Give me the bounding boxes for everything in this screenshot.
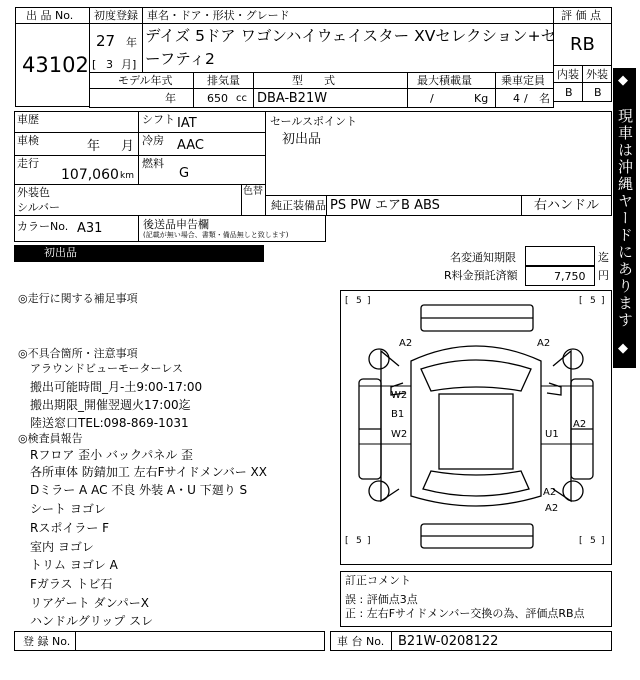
inspection-year: 年 xyxy=(87,139,101,154)
deadline-label: 名変通知期限 xyxy=(450,251,516,264)
first-listing-text: 初出品 xyxy=(44,246,77,259)
interior-grade-cell xyxy=(553,82,583,102)
defect-line: 陸送窓口TEL:098-869-1031 xyxy=(30,416,189,430)
banner-text: 現車は沖縄ヤードにあります xyxy=(616,108,634,329)
max-load-cell xyxy=(407,88,496,108)
chassis-value: B21W-0208122 xyxy=(398,634,499,649)
name-line1: デイズ 5ドア ワゴンハイウェイスター XVセレクション+セ xyxy=(145,27,557,45)
corner-bracket-br-close: ] xyxy=(601,536,605,546)
reg-month: 3 xyxy=(106,58,113,71)
first-reg-label: 初度登録 xyxy=(94,9,138,22)
color-label: 外装色 xyxy=(17,186,50,199)
history-label: 車歴 xyxy=(17,113,39,126)
fee-label: R料金預託済額 xyxy=(444,269,518,282)
inspection-month: 月 xyxy=(121,139,135,154)
defect-line: アラウンドビューモーターレス xyxy=(30,362,184,375)
fuel-value: G xyxy=(179,166,190,181)
roof-shape xyxy=(439,394,513,469)
reg-month-close: 月] xyxy=(121,58,137,71)
aircon-label: 冷房 xyxy=(142,134,164,147)
displacement: 650 xyxy=(207,92,228,105)
model-year-cell xyxy=(89,88,194,108)
mirror-right xyxy=(547,383,561,395)
max-load-label: 最大積載量 xyxy=(417,74,472,87)
name-cell xyxy=(142,23,557,73)
shift-value: IAT xyxy=(177,116,197,131)
corner-mark-br: 5 xyxy=(590,536,596,546)
corner-mark-tl: 5 xyxy=(356,296,362,306)
sales-label: セールスポイント xyxy=(270,115,358,128)
driving-title: ◎走行に関する補足事項 xyxy=(18,292,138,305)
name-label-cell xyxy=(142,7,554,24)
inspector-line: 各所車体 防錆加工 左右Fサイドメンバー XX xyxy=(30,465,267,479)
equipment-value: PS PW エアB ABS xyxy=(330,198,440,213)
exterior-label-cell xyxy=(582,65,612,83)
max-load-label-cell xyxy=(407,72,496,89)
fee-unit: 円 xyxy=(598,269,609,282)
chassis-cell xyxy=(391,631,612,651)
color-value: シルバー xyxy=(17,201,60,214)
history-cell xyxy=(14,111,139,133)
mileage-value: 107,060 xyxy=(61,167,119,183)
corner-bracket-bl-open: [ xyxy=(345,536,349,546)
color-code-cell xyxy=(241,184,266,216)
exterior-label: 外装 xyxy=(586,68,608,81)
max-load-unit: Kg xyxy=(474,92,489,105)
sales-value: 初出品 xyxy=(282,132,322,147)
name-label: 車名・ドア・形状・グレード xyxy=(147,9,290,22)
exterior-grade-cell xyxy=(582,82,612,102)
score-label-cell xyxy=(553,7,612,24)
windshield-shape xyxy=(421,360,531,391)
damage-mark: A2 xyxy=(399,338,413,349)
mileage-cell xyxy=(14,155,139,185)
banner-top-mark: ◆ xyxy=(618,73,628,88)
handle-value: 右ハンドル xyxy=(534,198,600,213)
correction-box xyxy=(340,571,612,627)
displacement-unit: cc xyxy=(236,93,247,104)
wheel-rl xyxy=(369,481,389,501)
inspector-line: リアゲート ダンパーX xyxy=(30,596,149,610)
capacity-label-cell xyxy=(495,72,554,89)
capacity-unit: 名 xyxy=(539,92,550,105)
displacement-cell xyxy=(193,88,254,108)
damage-mark: A2 xyxy=(545,503,559,514)
model-year-label: モデル年式 xyxy=(118,74,173,87)
deadline-unit: 迄 xyxy=(598,251,609,264)
equipment-cell xyxy=(326,195,522,216)
chassis-label: 車 台 No. xyxy=(337,635,385,648)
rear-glass-shape xyxy=(423,471,529,496)
model-year-unit: 年 xyxy=(165,92,176,105)
damage-mark: A2 xyxy=(543,487,557,498)
fuel-cell xyxy=(138,155,266,185)
reg-year-unit: 年 xyxy=(126,36,137,49)
lot-no: 43102 xyxy=(22,53,89,77)
fuel-label: 燃料 xyxy=(142,157,164,170)
correction-line1: 誤 : 評価点3点 xyxy=(345,593,418,606)
shift-cell xyxy=(138,111,266,133)
inspection-label: 車検 xyxy=(17,134,39,147)
reg-year: 27 xyxy=(96,32,116,50)
interior-grade: B xyxy=(565,86,573,99)
inspector-line: Dミラー A AC 不良 外装 A・U 下廻り S xyxy=(30,483,248,497)
deadline-cell xyxy=(525,246,595,266)
chassis-label-cell xyxy=(330,631,392,651)
type-value: DBA-B21W xyxy=(257,91,328,106)
corner-bracket-br-open: [ xyxy=(579,536,583,546)
first-reg-cell xyxy=(89,23,143,73)
corner-mark-bl: 5 xyxy=(356,536,362,546)
shift-label: シフト xyxy=(142,113,175,126)
corner-bracket-tr-open: [ xyxy=(579,296,583,306)
equipment-label-cell xyxy=(265,195,327,216)
lot-no-cell xyxy=(15,23,90,107)
defect-line: 搬出可能時間_月-土9:00-17:00 xyxy=(30,380,203,394)
score-cell xyxy=(553,23,612,66)
color-no-cell xyxy=(14,215,139,242)
inspector-line: シート ヨゴレ xyxy=(30,502,106,516)
color-code-label: 色替 xyxy=(243,186,263,197)
corner-bracket-tl-close: ] xyxy=(367,296,371,306)
interior-label: 内装 xyxy=(557,68,579,81)
damage-mark: W2 xyxy=(391,390,408,401)
fee-cell xyxy=(525,266,595,286)
inspection-cell xyxy=(14,132,139,156)
model-year-label-cell xyxy=(89,72,194,89)
type-label-cell xyxy=(253,72,408,89)
inspector-line: ハンドルグリップ スレ xyxy=(30,614,154,628)
defect-line: 搬出期限_開催翌週火17:00迄 xyxy=(30,398,191,412)
wheel-fr xyxy=(563,349,583,369)
type-label: 型 式 xyxy=(292,74,335,87)
mileage-unit: km xyxy=(120,171,134,181)
side-banner xyxy=(613,68,636,368)
score-label: 評 価 点 xyxy=(561,9,601,22)
type-cell xyxy=(253,88,408,108)
docs-note: (記載が無い場合、書類・備品無しと致します) xyxy=(143,231,289,239)
displacement-label: 排気量 xyxy=(207,74,240,87)
mileage-label: 走行 xyxy=(17,157,39,170)
inspector-line: Rスポイラー F xyxy=(30,521,110,535)
lot-no-label: 出 品 No. xyxy=(26,9,74,22)
damage-mark: U1 xyxy=(545,429,559,440)
name-line2: ーフティ2 xyxy=(145,50,215,68)
equipment-label: 純正装備品 xyxy=(271,199,326,212)
body-top-view xyxy=(411,346,541,506)
aircon-value: AAC xyxy=(177,138,204,153)
reg-month-open: [ xyxy=(92,58,97,71)
lot-no-label-cell xyxy=(15,7,90,24)
correction-line2: 正 : 左右Fサイドメンバー交換の為、評価点RB点 xyxy=(345,607,585,620)
max-load-slash: / xyxy=(430,92,434,105)
damage-mark: A2 xyxy=(573,419,587,430)
left-body-outline xyxy=(381,351,399,501)
corner-bracket-bl-close: ] xyxy=(367,536,371,546)
sales-cell xyxy=(265,111,612,196)
damage-mark: A2 xyxy=(537,338,551,349)
inspector-line: Fガラス トビ石 xyxy=(30,577,113,591)
capacity-cell xyxy=(495,88,554,108)
right-body-outline xyxy=(553,351,571,501)
wheel-rr xyxy=(563,481,583,501)
score-value: RB xyxy=(570,34,595,55)
capacity-slash: / xyxy=(524,92,528,105)
damage-mark: B1 xyxy=(391,409,405,420)
exterior-grade: B xyxy=(594,86,602,99)
color-cell xyxy=(14,184,242,216)
inspector-line: 室内 ヨゴレ xyxy=(30,540,94,554)
color-no-label: カラーNo. xyxy=(17,220,69,233)
damage-mark: W2 xyxy=(391,429,408,440)
reg-no-label-cell xyxy=(14,631,76,651)
corner-mark-tr: 5 xyxy=(590,296,596,306)
docs-label: 後送品申告欄 xyxy=(143,218,209,231)
interior-label-cell xyxy=(553,65,583,83)
corner-bracket-tl-open: [ xyxy=(345,296,349,306)
car-diagram xyxy=(340,290,612,565)
defects-title: ◎不具合箇所・注意事項 xyxy=(18,347,138,360)
handle-cell xyxy=(521,195,612,216)
first-reg-label-cell xyxy=(89,7,143,24)
corner-bracket-tr-close: ] xyxy=(601,296,605,306)
wheel-fl xyxy=(369,349,389,369)
capacity: 4 xyxy=(513,92,520,105)
reg-no-cell xyxy=(75,631,325,651)
first-listing-tag xyxy=(14,245,264,262)
docs-cell xyxy=(138,215,326,242)
reg-no-label: 登 録 No. xyxy=(23,635,71,648)
color-no-value: A31 xyxy=(77,221,103,236)
inspector-title: ◎検査員報告 xyxy=(18,432,83,445)
inspector-line: トリム ヨゴレ A xyxy=(30,558,118,572)
displacement-label-cell xyxy=(193,72,254,89)
banner-bottom-mark: ◆ xyxy=(618,341,628,356)
fee-value: 7,750 xyxy=(554,270,586,283)
inspector-line: Rフロア 歪小 バックパネル 歪 xyxy=(30,448,194,462)
capacity-label: 乗車定員 xyxy=(501,74,545,87)
aircon-cell xyxy=(138,132,266,156)
correction-title: 訂正コメント xyxy=(345,574,411,587)
car-diagram-svg xyxy=(341,291,611,564)
